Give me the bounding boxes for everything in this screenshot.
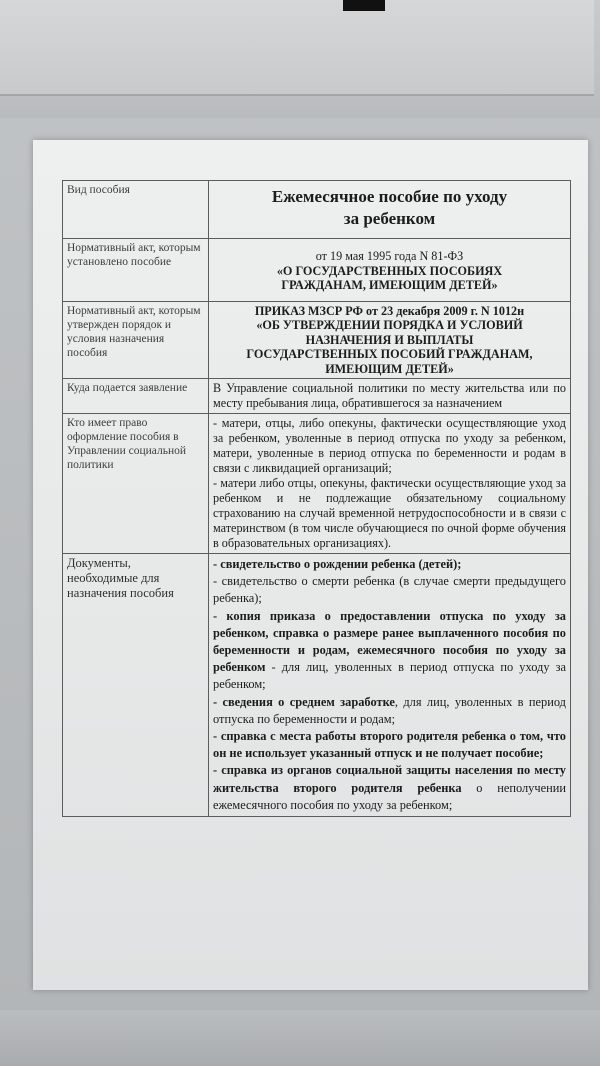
- label-law: Нормативный акт, которым установлено пособие: [63, 239, 209, 302]
- benefit-table: [62, 180, 571, 817]
- label-documents: Документы, необходимые для назначения пособия: [63, 554, 209, 817]
- row-law: [63, 239, 571, 302]
- row-benefit-type: [63, 181, 571, 239]
- value-order: [209, 301, 571, 379]
- row-who: [63, 414, 571, 554]
- label-who: Кто имеет право оформление пособия в Управлении социальной политики: [63, 414, 209, 554]
- order-line-3: НАЗНАЧЕНИЯ И ВЫПЛАТЫ: [305, 332, 474, 347]
- doc-item-death-certificate: - свидетельство о смерти ребенка (в случае смерти предыдущего ребенка);: [213, 574, 566, 606]
- order-reference: [213, 304, 566, 377]
- page-title: [213, 183, 566, 236]
- bottom-panel: [0, 1010, 600, 1066]
- doc-item-leave-order-rest: - для лиц, уволенных в период отпуска по уходу за ребенком;: [213, 660, 566, 692]
- row-documents: [63, 554, 571, 817]
- law-name-1: «О ГОСУДАРСТВЕННЫХ ПОСОБИЯХ: [276, 263, 503, 278]
- doc-item-salary-bold: - сведения о среднем заработке: [213, 694, 395, 709]
- law-date: от 19 мая 1995 года N 81-ФЗ: [315, 249, 464, 263]
- who-item-2: - матери либо отцы, опекуны, фактически осуществляющие уход за ребенком и не подлежащие обязательному социальному страхованию на случай временной нетрудоспособности и в связи с материнством (в том числе обучающиеся по очной форме обучения в образовательных организациях).: [213, 476, 566, 550]
- who-item-1: - матери, отцы, либо опекуны, фактически осуществляющие уход за ребенком, уволенные в период отпуска по уходу за ребенком, матери, уволенные в период отпуска по беременности и родам в связи с ликвидацией организаций;: [213, 416, 566, 475]
- value-benefit-type: [209, 181, 571, 239]
- order-line-4: ГОСУДАРСТВЕННЫХ ПОСОБИЙ ГРАЖДАНАМ,: [246, 347, 533, 361]
- doc-item-workplace-certificate: - справка с места работы второго родителя ребенка о том, что он не использует указанный отпуск и не получает пособие;: [213, 729, 566, 761]
- law-reference: [213, 249, 566, 293]
- order-line-5: ИМЕЮЩИМ ДЕТЕЙ»: [325, 361, 454, 376]
- value-where: В Управление социальной политики по месту жительства или по месту пребывания лица, обратившегося за назначением: [209, 379, 571, 414]
- doc-item-leave-order-bold: - копия приказа о предоставлении отпуска по уходу за ребенком, справка о размере ранее выплаченного пособия по беременности и родам, ежемесячного пособия по уходу за ребенком: [213, 608, 566, 675]
- value-law: [209, 239, 571, 302]
- doc-item-salary: [213, 694, 566, 728]
- top-board: [0, 0, 594, 96]
- doc-item-social-certificate-bold: - справка из органов социальной защиты населения по месту жительства второго родителя ребенка: [213, 763, 566, 795]
- title-line-1: Ежемесячное пособие по уходу: [271, 187, 508, 206]
- label-order: Нормативный акт, которым утвержден порядок и условия назначения пособия: [63, 301, 209, 379]
- doc-item-social-certificate-rest: о неполучении ежемесячного пособия по уходу за ребенком;: [213, 780, 567, 812]
- value-documents: [209, 554, 571, 817]
- black-tab: [343, 0, 385, 11]
- order-line-2: «ОБ УТВЕРЖДЕНИИ ПОРЯДКА И УСЛОВИЙ: [256, 318, 523, 332]
- title-line-2: за ребенком: [343, 209, 436, 228]
- doc-item-birth-certificate: - свидетельство о рождении ребенка (детей);: [213, 557, 462, 571]
- label-benefit-type: Вид пособия: [63, 181, 209, 239]
- value-who: [209, 414, 571, 554]
- doc-item-salary-rest: , для лиц, уволенных в период отпуска по беременности и родам;: [213, 694, 566, 726]
- doc-item-social-certificate: [213, 762, 566, 814]
- doc-item-leave-order: [213, 608, 566, 694]
- row-where: [63, 379, 571, 414]
- order-line-1: ПРИКАЗ МЗСР РФ от 23 декабря 2009 г. N 1012н: [254, 303, 525, 318]
- row-order: [63, 301, 571, 379]
- law-name-2: ГРАЖДАНАМ, ИМЕЮЩИМ ДЕТЕЙ»: [281, 278, 498, 292]
- label-where: Куда подается заявление: [63, 379, 209, 414]
